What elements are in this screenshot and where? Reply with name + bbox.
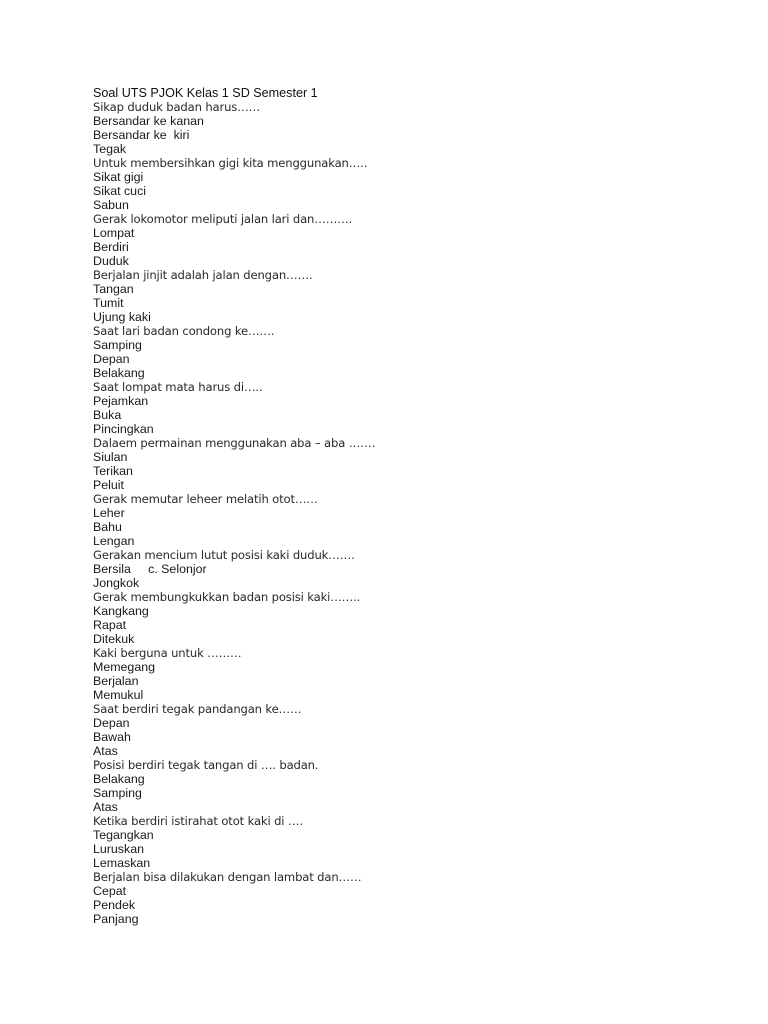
answer-option: Lemaskan — [93, 856, 151, 870]
answer-option: Sikat gigi — [93, 170, 144, 184]
question-text: Gerak lokomotor meliputi jalan lari dan………. — [93, 212, 353, 226]
answer-option: Ujung kaki — [93, 310, 151, 324]
answer-option: Duduk — [93, 254, 129, 268]
question-text: Gerak memutar leheer melatih otot…… — [93, 492, 318, 506]
answer-option: Depan — [93, 352, 130, 366]
answer-option: Belakang — [93, 772, 145, 786]
question-list — [93, 100, 733, 926]
answer-option: Tumit — [93, 296, 124, 310]
document-content — [93, 86, 733, 926]
answer-option: Luruskan — [93, 842, 144, 856]
answer-option: Sabun — [93, 198, 129, 212]
question-text: Sikap duduk badan harus…… — [93, 100, 261, 114]
answer-option: Pejamkan — [93, 394, 149, 408]
answer-option: Bahu — [93, 520, 122, 534]
question-text: Ketika berdiri istirahat otot kaki di …. — [93, 814, 303, 828]
answer-option: Peluit — [93, 478, 124, 492]
answer-option: Panjang — [93, 912, 139, 926]
question-text: Posisi berdiri tegak tangan di …. badan. — [93, 758, 319, 772]
answer-option: Rapat — [93, 618, 127, 632]
answer-option: Memegang — [93, 660, 155, 674]
document-title: Soal UTS PJOK Kelas 1 SD Semester 1 — [93, 86, 318, 100]
question-text: Gerakan mencium lutut posisi kaki duduk……. — [93, 548, 355, 562]
question-text: Berjalan jinjit adalah jalan dengan……. — [93, 268, 313, 282]
answer-option: Leher — [93, 506, 125, 520]
question-text: Untuk membersihkan gigi kita menggunakan….. — [93, 156, 368, 170]
answer-option: Tangan — [93, 282, 134, 296]
question-text: Saat lari badan condong ke……. — [93, 324, 275, 338]
answer-option: Bersandar ke kanan — [93, 114, 204, 128]
answer-option: Atas — [93, 800, 118, 814]
answer-option: Tegak — [93, 142, 127, 156]
answer-option: Tegangkan — [93, 828, 154, 842]
answer-option: Pendek — [93, 898, 136, 912]
question-text: Saat lompat mata harus di….. — [93, 380, 263, 394]
question-text: Berjalan bisa dilakukan dengan lambat dan…… — [93, 870, 362, 884]
answer-option: Cepat — [93, 884, 127, 898]
answer-option: Kangkang — [93, 604, 149, 618]
answer-option: Siulan — [93, 450, 128, 464]
answer-option: Berjalan — [93, 674, 139, 688]
answer-option: Bersila c. Selonjor — [93, 562, 207, 576]
question-text: Saat berdiri tegak pandangan ke…… — [93, 702, 302, 716]
answer-option: Pincingkan — [93, 422, 154, 436]
answer-option: Lompat — [93, 226, 135, 240]
answer-option: Jongkok — [93, 576, 140, 590]
answer-option: Ditekuk — [93, 632, 135, 646]
question-text: Kaki berguna untuk ……… — [93, 646, 242, 660]
answer-option: Samping — [93, 786, 142, 800]
answer-option: Lengan — [93, 534, 135, 548]
answer-option: Bawah — [93, 730, 131, 744]
question-text: Dalaem permainan menggunakan aba – aba ……. — [93, 436, 376, 450]
answer-option: Memukul — [93, 688, 144, 702]
answer-option: Atas — [93, 744, 118, 758]
answer-option: Berdiri — [93, 240, 129, 254]
answer-option: Depan — [93, 716, 130, 730]
answer-option: Belakang — [93, 366, 145, 380]
answer-option: Bersandar ke kiri — [93, 128, 190, 142]
question-text: Gerak membungkukkan badan posisi kaki…….. — [93, 590, 361, 604]
answer-option: Samping — [93, 338, 142, 352]
answer-option: Buka — [93, 408, 122, 422]
answer-option: Terikan — [93, 464, 133, 478]
answer-option: Sikat cuci — [93, 184, 147, 198]
